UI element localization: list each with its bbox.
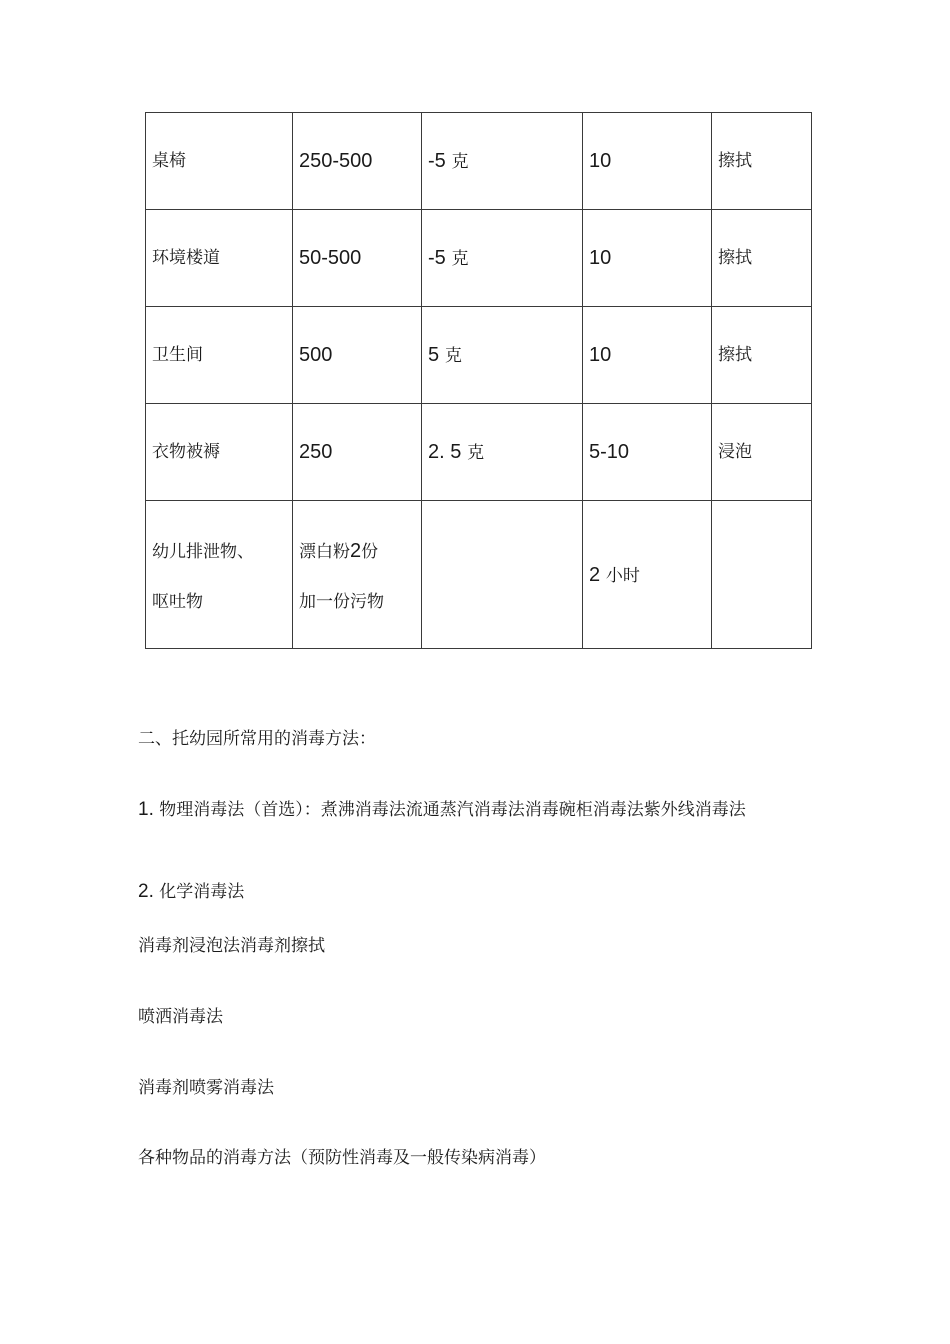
powder-cell: -5 克 — [422, 113, 583, 210]
item-cell: 桌椅 — [146, 113, 293, 210]
item-cell: 卫生间 — [146, 307, 293, 404]
item-cell: 衣物被褥 — [146, 404, 293, 501]
table-row — [146, 307, 812, 404]
method-cell: 浸泡 — [712, 404, 812, 501]
text-line: 各种物品的消毒方法（预防性消毒及一般传染病消毒） — [138, 1148, 546, 1168]
section-heading: 二、托幼园所常用的消毒方法： — [138, 729, 376, 749]
time-cell: 10 — [583, 307, 712, 404]
text-line: 消毒剂喷雾消毒法 — [138, 1078, 274, 1098]
time-cell: 2 小时 — [583, 501, 712, 649]
time-cell: 10 — [583, 210, 712, 307]
method-cell: 擦拭 — [712, 113, 812, 210]
text-line: 消毒剂浸泡法消毒剂擦拭 — [138, 936, 325, 956]
item-cell: 环境楼道 — [146, 210, 293, 307]
list-item-chemical: 2. 化学消毒法 — [138, 881, 245, 902]
powder-cell: 2. 5 克 — [422, 404, 583, 501]
table-row — [146, 113, 812, 210]
method-cell: 擦拭 — [712, 307, 812, 404]
table-row — [146, 501, 812, 649]
amount-cell: 漂白粉2份 加一份污物 — [293, 501, 422, 649]
amount-cell: 500 — [293, 307, 422, 404]
table-row — [146, 210, 812, 307]
powder-cell — [422, 501, 583, 649]
powder-cell: -5 克 — [422, 210, 583, 307]
amount-cell: 250-500 — [293, 113, 422, 210]
item-cell: 幼儿排泄物、 呕吐物 — [146, 501, 293, 649]
list-item-physical: 1. 物理消毒法（首选）：煮沸消毒法流通蒸汽消毒法消毒碗柜消毒法紫外线消毒法 — [138, 799, 746, 820]
amount-cell: 50-500 — [293, 210, 422, 307]
method-cell: 擦拭 — [712, 210, 812, 307]
method-cell — [712, 501, 812, 649]
disinfection-table — [145, 112, 812, 649]
time-cell: 5-10 — [583, 404, 712, 501]
time-cell: 10 — [583, 113, 712, 210]
table-row — [146, 404, 812, 501]
powder-cell: 5 克 — [422, 307, 583, 404]
text-line: 喷洒消毒法 — [138, 1007, 223, 1027]
amount-cell: 250 — [293, 404, 422, 501]
